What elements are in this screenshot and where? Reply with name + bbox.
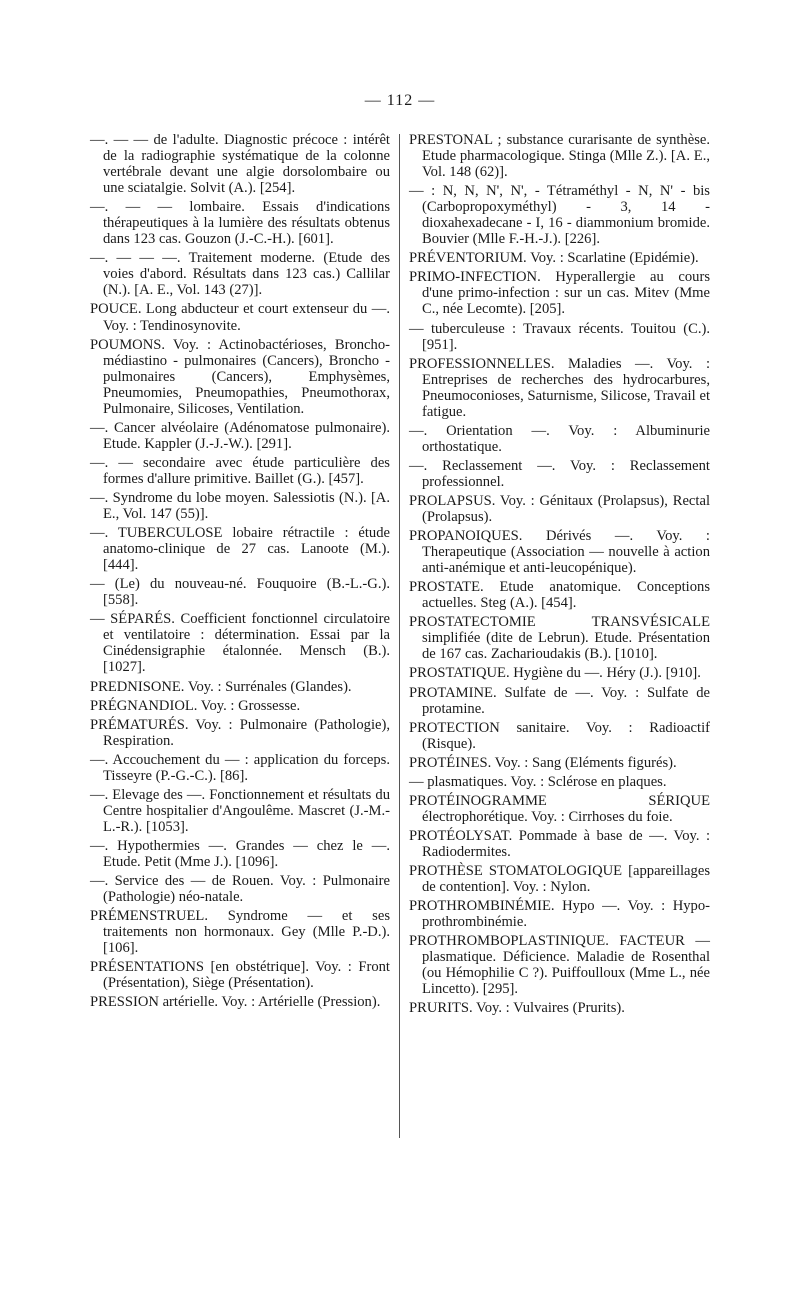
index-entry: PRÉGNANDIOL. Voy. : Grossesse. (90, 697, 301, 714)
index-entry: PRÉVENTORIUM. Voy. : Scarlatine (Epidémie). (409, 250, 699, 267)
index-entry: PRURITS. Voy. : Vulvaires (Prurits). (409, 1000, 625, 1017)
index-entry: PRÉSENTATIONS [en obstétrique]. Voy. : Front (Présentation), Siège (Présentation). (90, 959, 390, 992)
index-entry: PROTHROMBINÉMIE. Hypo —. Voy. : Hypo-prothrombinémie. (409, 898, 710, 931)
index-entry: —. Cancer alvéolaire (Adénomatose pulmonaire). Etude. Kappler (J.-J.-W.). [291]. (90, 419, 390, 452)
index-entry: —. Reclassement —. Voy. : Reclassement professionnel. (409, 457, 710, 490)
index-entry: PROSTATECTOMIE TRANSVÉSICALE simplifiée (dite de Lebrun). Etude. Présentation de 167 cas. Zacharioudakis (B.). [1010]. (409, 614, 710, 663)
index-entry: PROPANOIQUES. Dérivés —. Voy. : Therapeutique (Association — nouvelle à action anti-anémique et anti-leucopénique). (409, 528, 710, 577)
index-entry: —. TUBERCULOSE lobaire rétractile : étude anatomo-clinique de 27 cas. Lanoote (M.). [444]. (90, 525, 390, 574)
index-entry: PRESSION artérielle. Voy. : Artérielle (Pression). (90, 994, 381, 1011)
index-entry: —. Syndrome du lobe moyen. Salessiotis (N.). [A. E., Vol. 147 (55)]. (90, 489, 390, 523)
index-entry: PROTHROMBOPLASTINIQUE. FACTEUR — plasmatique. Déficience. Maladie de Rosenthal (ou Hémophilie C ?). Puiffoulloux (Mme L., née Lincetto). [295]. (409, 933, 710, 998)
index-entry: POUMONS. Voy. : Actinobactérioses, Broncho-médiastino - pulmonaires (Cancers), Broncho - pulmonaires (Cancers), Emphysèmes, Pneumomies, Pneumopathies, Pneumothorax, Pulmonaire, Silicoses, Ventilation. (90, 336, 390, 417)
index-entry: —. Elevage des —. Fonctionnement et résultats du Centre hospitalier d'Angoulême. Mascret (J.-M.-L.-R.). [1053]. (90, 786, 390, 835)
index-entry: —. — — lombaire. Essais d'indications thérapeutiques à la lumière des résultats obtenus dans 123 cas. Gouzon (J.-C.-H.). [601]. (90, 199, 390, 248)
index-entry: —. Accouchement du — : application du forceps. Tisseyre (P.-G.-C.). [86]. (90, 751, 390, 784)
index-entry: PROSTATE. Etude anatomique. Conceptions actuelles. Steg (A.). [454]. (409, 579, 710, 612)
page-number: — 112 — (364, 92, 436, 109)
index-entry: PROTECTION sanitaire. Voy. : Radioactif (Risque). (409, 719, 710, 752)
index-entry: PROTÉINOGRAMME SÉRIQUE électrophorétique. Voy. : Cirrhoses du foie. (409, 792, 710, 825)
left-column (90, 132, 390, 1013)
index-entry: —. Orientation —. Voy. : Albuminurie orthostatique. (409, 422, 710, 455)
index-entry: —. — — —. Traitement moderne. (Etude des voies d'abord. Résultats dans 123 cas.) Callilar (N.). [A. E., Vol. 143 (27)]. (90, 250, 390, 299)
index-entry: PROSTATIQUE. Hygiène du —. Héry (J.). [910]. (409, 665, 701, 682)
index-entry: PROTHÈSE STOMATOLOGIQUE [appareillages de contention]. Voy. : Nylon. (409, 862, 710, 896)
index-entry: — (Le) du nouveau-né. Fouquoire (B.-L.-G.). [558]. (90, 576, 390, 609)
index-entry: PROLAPSUS. Voy. : Génitaux (Prolapsus), Rectal (Prolapsus). (409, 492, 710, 526)
index-entry: PRÉMENSTRUEL. Syndrome — et ses traitements non hormonaux. Gey (Mlle P.-D.). [106]. (90, 908, 390, 957)
index-entry: — : N, N, N', N', - Tétraméthyl - N, N' - bis (Carbopropoxyméthyl) - 3, 14 - dioxahexadecane - I, 16 - diammonium bromide. Bouvier (Mlle F.-H.-J.). [226]. (409, 183, 710, 248)
index-entry: PROFESSIONNELLES. Maladies —. Voy. : Entreprises de recherches des hydrocarbures, Pneumoconioses, Saturnisme, Silicose, Travail et fatigue. (409, 355, 710, 420)
index-entry: PRÉMATURÉS. Voy. : Pulmonaire (Pathologie), Respiration. (90, 716, 390, 749)
index-entry: PREDNISONE. Voy. : Surrénales (Glandes). (90, 678, 352, 695)
index-entry: PRESTONAL ; substance curarisante de synthèse. Etude pharmacologique. Stinga (Mlle Z.). [A. E., Vol. 148 (62)]. (409, 132, 710, 181)
index-entry: — SÉPARÉS. Coefficient fonctionnel circulatoire et ventilatoire : détermination. Essai par la Cinédensigraphie étalonnée. Mensch (B.). [1027]. (90, 611, 390, 676)
index-entry: PRIMO-INFECTION. Hyperallergie au cours d'une primo-infection : sur un cas. Mitev (Mme C., née Lecomte). [205]. (409, 269, 710, 318)
index-entry: PROTÉOLYSAT. Pommade à base de —. Voy. : Radiodermites. (409, 827, 710, 860)
index-entry: POUCE. Long abducteur et court extenseur du —. Voy. : Tendinosynovite. (90, 301, 390, 334)
index-entry: PROTAMINE. Sulfate de —. Voy. : Sulfate de protamine. (409, 684, 710, 717)
index-entry: — tuberculeuse : Travaux récents. Touitou (C.). [951]. (409, 320, 710, 353)
index-entry: — plasmatiques. Voy. : Sclérose en plaques. (409, 773, 667, 790)
right-column (409, 132, 710, 1019)
index-entry: —. — — de l'adulte. Diagnostic précoce : intérêt de la radiographie systématique de la colonne vertébrale devant une algie dorsolombaire ou une sciatalgie. Solvit (A.). [254]. (90, 132, 390, 197)
index-entry: —. Service des — de Rouen. Voy. : Pulmonaire (Pathologie) néo-natale. (90, 873, 390, 906)
column-divider (399, 134, 400, 1138)
index-entry: PROTÉINES. Voy. : Sang (Eléments figurés). (409, 754, 677, 771)
index-entry: —. — secondaire avec étude particulière des formes d'allure primitive. Baillet (G.). [457]. (90, 454, 390, 487)
index-entry: —. Hypothermies —. Grandes — chez le —. Etude. Petit (Mme J.). [1096]. (90, 837, 390, 870)
